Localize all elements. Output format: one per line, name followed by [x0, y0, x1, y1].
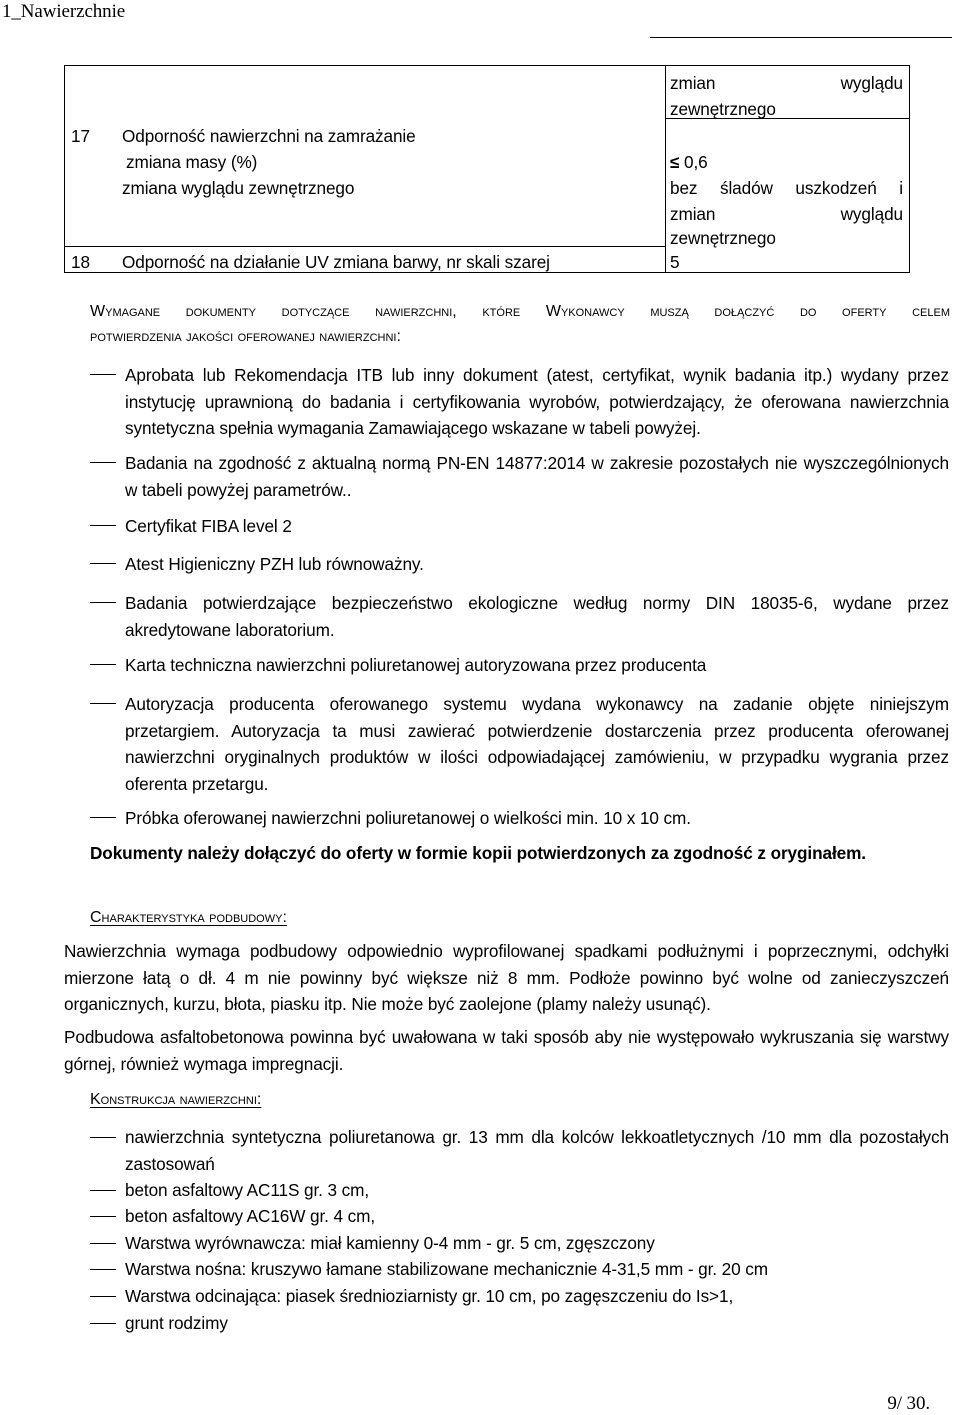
construction-item: Warstwa nośna: kruszywo łamane stabilizowane mechanicznie 4-31,5 mm - gr. 20 cm — [125, 1259, 768, 1279]
row18-value: 5 — [670, 252, 680, 272]
dash-bullet — [90, 563, 116, 564]
table-column-divider — [665, 66, 666, 272]
document-item: Aprobata lub Rekomendacja ITB lub inny dokument (atest, certyfikat, wynik badania itp.) wydany przez instytucję uprawnioną do badania i certyfikowania wyrobów, potwierdzający, że oferowana nawierzchnia syntetyczna spełnia wymagania Zamawiającego wskazane w tabeli powyżej. — [125, 365, 949, 438]
documents-note: Dokumenty należy dołączyć do oferty w formie kopii potwierdzonych za zgodność z oryginałem. — [90, 843, 866, 863]
document-item: Badania na zgodność z aktualną normą PN-EN 14877:2014 w zakresie pozostałych nie wyszczególnionych w tabeli powyżej parametrów.. — [125, 453, 949, 500]
dash-bullet — [90, 374, 116, 375]
row17-name-line3: zmiana wyglądu zewnętrznego — [122, 178, 355, 198]
construction-heading: Konstrukcja nawierzchni: — [90, 1091, 262, 1108]
document-item: Próbka oferowanej nawierzchni poliuretanowej o wielkości min. 10 x 10 cm. — [125, 808, 691, 828]
page-number: 9/ 30. — [887, 1393, 930, 1414]
row17-value3: zmian wyglądu — [670, 204, 903, 224]
dash-bullet — [90, 1243, 116, 1244]
table-cell-top-right-line2: zewnętrznego — [670, 99, 776, 119]
document-item: Certyfikat FIBA level 2 — [125, 516, 292, 536]
dash-bullet — [90, 817, 116, 818]
table-cell-top-right: zmian wyglądu — [670, 73, 903, 93]
documents-heading-line1: Wymagane dokumenty dotyczące nawierzchni, które Wykonawcy muszą dołączyć do oferty celem — [90, 303, 950, 320]
construction-item: nawierzchnia syntetyczna poliuretanowa gr. 13 mm dla kolców lekkoatletycznych /10 mm dla pozostałych zastosowań — [125, 1127, 949, 1174]
row18-number: 18 — [71, 252, 90, 272]
substructure-paragraph-2: Podbudowa asfaltobetonowa powinna być uwałowana w taki sposób aby nie występowało wykruszania się warstwy górnej, również wymaga impregnacji. — [64, 1027, 949, 1074]
table-row-divider — [65, 246, 665, 247]
dash-bullet — [90, 1323, 116, 1324]
construction-item: Warstwa wyrównawcza: miał kamienny 0-4 mm - gr. 5 cm, zgęszczony — [125, 1233, 655, 1253]
dash-bullet — [90, 525, 116, 526]
row18-name: Odporność na działanie UV zmiana barwy, nr skali szarej — [122, 252, 550, 272]
construction-item: beton asfaltowy AC11S gr. 3 cm, — [125, 1180, 370, 1200]
dash-bullet — [90, 1269, 116, 1270]
document-header-title: 1_Nawierzchnie — [2, 1, 126, 22]
document-item: Karta techniczna nawierzchni poliuretanowej autoryzowana przez producenta — [125, 655, 707, 675]
construction-item: grunt rodzimy — [125, 1313, 228, 1333]
dash-bullet — [90, 664, 116, 665]
dash-bullet — [90, 1296, 116, 1297]
dash-bullet — [90, 1190, 116, 1191]
construction-item: Warstwa odcinająca: piasek średnioziarnisty gr. 10 cm, po zagęszczeniu do Is>1, — [125, 1286, 734, 1306]
dash-bullet — [90, 1216, 116, 1217]
spec-table — [64, 65, 910, 273]
dash-bullet — [90, 703, 116, 704]
document-item: Atest Higieniczny PZH lub równoważny. — [125, 554, 424, 574]
dash-bullet — [90, 1137, 116, 1138]
row17-value1: ≤ 0,6 — [670, 152, 708, 172]
documents-heading-line2: potwierdzenia jakości oferowanej nawierzchni: — [90, 328, 401, 345]
row17-name-line1: Odporność nawierzchni na zamrażanie — [122, 126, 416, 146]
row17-number: 17 — [71, 126, 90, 146]
substructure-heading: Charakterystyka podbudowy: — [90, 909, 287, 926]
row17-value4: zewnętrznego — [670, 228, 776, 248]
construction-item: beton asfaltowy AC16W gr. 4 cm, — [125, 1206, 376, 1226]
substructure-paragraph-1: Nawierzchnia wymaga podbudowy odpowiednio wyprofilowanej spadkami podłużnymi i poprzecznymi, odchyłki mierzone łatą o dł. 4 m nie powinny być większe niż 8 mm. Podłoże powinno być wolne od zanieczyszczeń organicznych, kurzu, błota, piasku itp. Nie może być zaolejone (plamy należy usunąć). — [64, 941, 949, 1014]
dash-bullet — [90, 602, 116, 603]
document-item: Autoryzacja producenta oferowanego systemu wydana wykonawcy na zadanie objęte niniejszym przetargiem. Autoryzacja ta musi zawierać potwierdzenie dostarczenia przez producenta oferowanej nawierzchni oryginalnych produktów w ilości odpowiadającej zamówieniu, w przypadku wygrania przez oferenta przetargu. — [125, 694, 949, 794]
document-item: Badania potwierdzające bezpieczeństwo ekologiczne według normy DIN 18035-6, wydane przez akredytowane laboratorium. — [125, 593, 949, 640]
dash-bullet — [90, 462, 116, 463]
less-or-equal-icon: ≤ — [670, 152, 680, 172]
row17-value2: bez śladów uszkodzeń i — [670, 178, 903, 198]
header-rule — [650, 37, 952, 38]
row17-name-line2: zmiana masy (%) — [126, 152, 258, 172]
